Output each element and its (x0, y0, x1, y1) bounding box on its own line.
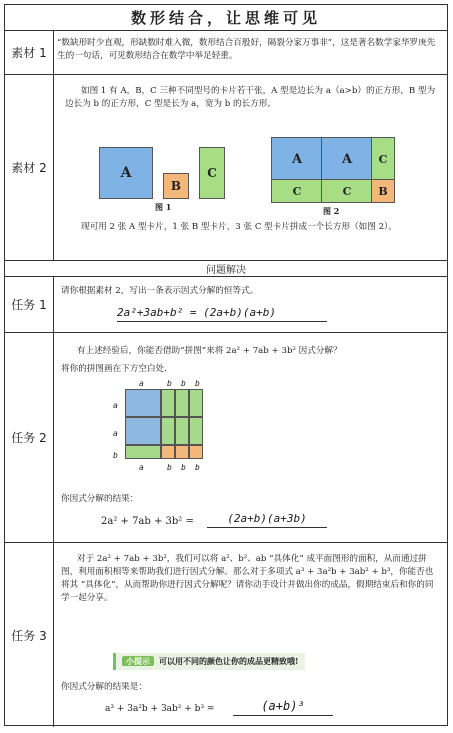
task3-row (5, 543, 447, 727)
material1-row (5, 31, 447, 75)
task2-result-label: 你因式分解的结果： (61, 494, 139, 504)
task1-label: 任务 1 (5, 277, 54, 332)
task2-result-expr: 2a² + 7ab + 3b² = (101, 516, 194, 527)
grid-bottom-label-4: b (195, 463, 200, 472)
task1-content (57, 277, 441, 332)
grid-bottom-label-1: a (139, 463, 144, 472)
task3-result-label: 你因式分解的结果是： (61, 682, 147, 692)
grid-top-label-2: b (167, 379, 172, 388)
task2-prompt1: 有上述经验后，你能否借助“拼图”来将 2a² + 7ab + 3b² 因式分解？ (77, 346, 342, 356)
card-a-figure1: A (99, 147, 153, 199)
task2-prompt2: 将你的拼图画在下方空白处. (61, 364, 167, 374)
card-c2-figure2: C (271, 179, 323, 203)
task1-answer: 2a²+3ab+b² = (2a+b)(a+b) (117, 305, 327, 322)
grid-cell-rect (189, 389, 203, 417)
grid-side-label-3: b (113, 451, 118, 460)
material2-row (5, 75, 447, 261)
task2-result-answer: (2a+b)(a+3b) (207, 511, 327, 528)
material2-content (57, 75, 441, 260)
task3-tip-tag: 小提示 (122, 656, 154, 666)
card-b-figure1: B (163, 173, 189, 199)
grid-cell-rect (161, 417, 175, 445)
grid-cell-rect (175, 417, 189, 445)
grid-cell-rect (125, 445, 161, 459)
card-c1-figure2: C (371, 137, 395, 181)
card-b-figure2: B (371, 179, 395, 203)
card-a2-figure2: A (321, 137, 373, 181)
grid-side-label-1: a (113, 401, 118, 410)
grid-cell-rect (189, 417, 203, 445)
card-c-figure1: C (199, 147, 225, 199)
task3-label: 任务 3 (5, 543, 54, 727)
grid-cell-rect (161, 389, 175, 417)
task2-puzzle-drawing (113, 377, 225, 477)
page-title: 数形结合，让思维可见 (130, 9, 321, 27)
material1-label: 素材 1 (5, 31, 54, 74)
grid-cell-rect (175, 389, 189, 417)
figure1-caption: 图 1 (155, 202, 172, 212)
task1-row (5, 277, 447, 333)
task3-result-expr: a³ + 3a²b + 3ab² + b³ = (105, 704, 215, 714)
task1-prompt: 请你根据素材 2，写出一条表示因式分解的恒等式。 (61, 286, 259, 296)
task2-content (57, 333, 441, 542)
worksheet (4, 4, 448, 726)
grid-bottom-label-3: b (181, 463, 186, 472)
grid-top-label-3: b (181, 379, 186, 388)
grid-bottom-label-2: b (167, 463, 172, 472)
grid-cell-b-square (161, 445, 175, 459)
grid-cell-a-square (125, 389, 161, 417)
grid-top-label-4: b (195, 379, 200, 388)
material2-label: 素材 2 (5, 75, 54, 260)
section-head-row (5, 261, 447, 277)
task3-tip-box (113, 653, 305, 670)
material2-text1: 如图 1 有 A，B，C 三种不同型号的卡片若干张，A 型是边长为 a（a>b）的正方形，B 型为边长为 b 的正方形，C 型是长为 a，宽为 b 的长方形。 (65, 86, 436, 109)
grid-top-label-1: a (139, 379, 144, 388)
task2-row (5, 333, 447, 543)
material1-text: “数缺形时少直观，形缺数时难入微，数形结合百般好，隔裂分家万事非”，这是著名数学家华罗庚先生的一句话，可见数形结合在数学中举足轻重。 (57, 38, 436, 61)
grid-cell-b-square (189, 445, 203, 459)
task2-label: 任务 2 (5, 333, 54, 542)
grid-side-label-2: a (113, 429, 118, 438)
card-c3-figure2: C (321, 179, 373, 203)
task3-result-answer: (a+b)³ (233, 697, 333, 716)
task3-tip-text: 可以用不同的颜色让你的成品更精致哦! (159, 656, 299, 666)
grid-cell-b-square (175, 445, 189, 459)
task3-prompt: 对于 2a² + 7ab + 3b²，我们可以将 a²、b²、ab “具体化” 成平面图形的面积，从而通过拼图，利用面积相等来帮助我们进行因式分解。那么对于多项式 a³ + 3a²b + 3ab² + b³，你能否也将其 “具体化”，从而帮助你进行因式分解呢？请你动手设计并做出你的成品，假期结束后和你的同学一起分享。 (61, 554, 434, 603)
card-a1-figure2: A (271, 137, 323, 181)
material2-text2: 现可用 2 张 A 型卡片，1 张 B 型卡片，3 张 C 型卡片拼成一个长方形（如图 2）。 (81, 222, 397, 232)
section-head: 问题解决 (206, 265, 246, 276)
figure2-caption: 图 2 (323, 206, 340, 216)
title-row (5, 5, 447, 31)
task3-content (57, 543, 441, 727)
grid-cell-a-square (125, 417, 161, 445)
